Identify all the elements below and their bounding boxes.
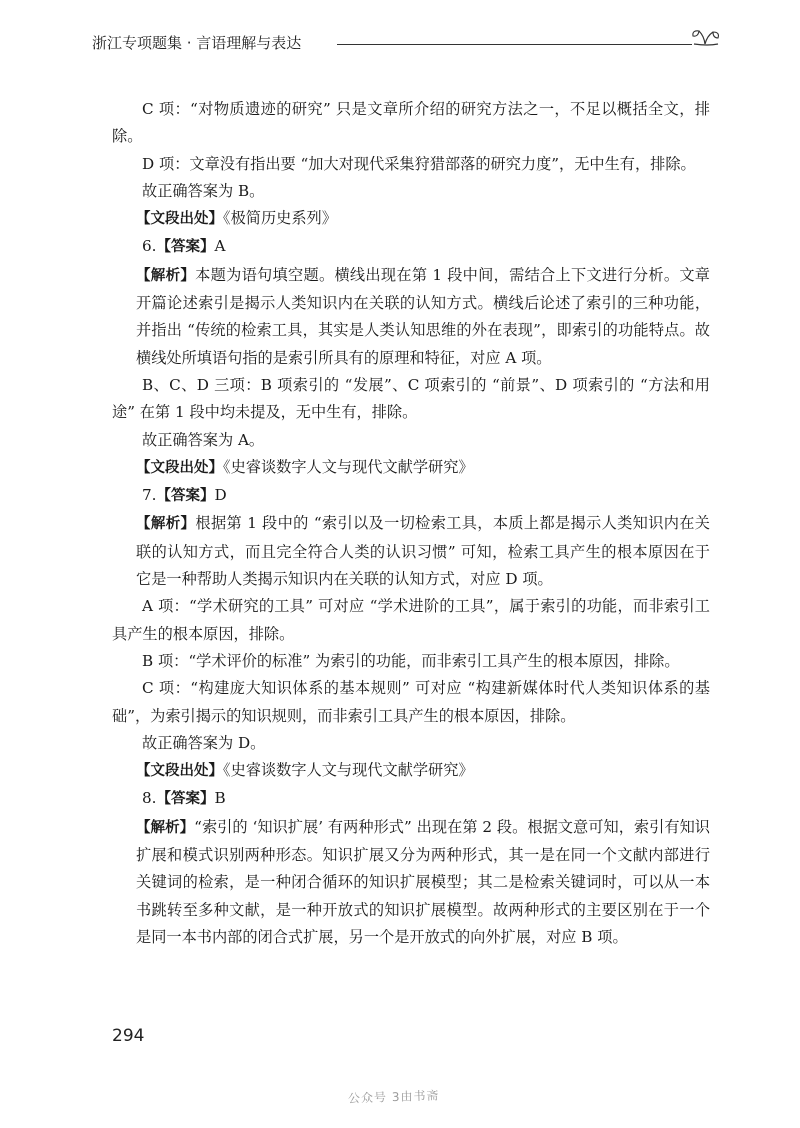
paragraph — [112, 233, 710, 261]
paragraph-text: 《史睿谈数字人文与现代文献学研究》 — [223, 457, 474, 476]
paragraph — [112, 675, 710, 730]
paragraph-text: 根据第 1 段中的 “索引以及一切检索工具，本质上都是揭示人类知识内在关联的认知方式，而且完全符合人类的认识习惯” 可知，检索工具产生的根本原因在于它是一种帮助人类揭示知识内在关联的认知方式，对应 D 项。 — [136, 514, 710, 589]
page-number: 294 — [112, 1026, 145, 1046]
paragraph — [112, 510, 710, 593]
paragraph — [112, 262, 710, 372]
paragraph-text: 故正确答案为 A。 — [142, 430, 265, 449]
paragraph — [112, 482, 710, 510]
paragraph-text: A — [214, 237, 226, 256]
paragraph — [112, 593, 710, 648]
section-label: 【文段出处】 — [136, 763, 223, 780]
answer-explanation-body — [112, 96, 710, 951]
paragraph — [112, 427, 710, 454]
header-rule — [337, 44, 692, 45]
paragraph — [112, 757, 710, 785]
paragraph-text: “索引的 ‘知识扩展’ 有两种形式” 出现在第 2 段。根据文意可知，索引有知识扩展和模式识别两种形态。知识扩展又分为两种形式，其一是在同一个文献内部进行关键词的检索，是一种闭合循环的知识扩展模型；其二是检索关键词时，可以从一本书跳转至多种文献，是一种开放式的知识扩展模型。故两种形式的主要区别在于一个是同一本书内部的闭合式扩展，另一个是开放式的向外扩展，对应 B 项。 — [136, 817, 710, 946]
paragraph — [112, 372, 710, 427]
paragraph — [112, 785, 710, 813]
section-label: 【答案】 — [156, 488, 215, 505]
paragraph-text: D — [214, 486, 227, 505]
paragraph-text: 《史睿谈数字人文与现代文献学研究》 — [223, 761, 474, 780]
paragraph — [112, 178, 710, 205]
paragraph — [112, 454, 710, 482]
paragraph-text: B — [214, 789, 226, 808]
running-header — [92, 24, 722, 60]
question-number: 7. — [142, 486, 157, 505]
paragraph-text: 故正确答案为 D。 — [142, 733, 266, 752]
question-number: 6. — [142, 237, 157, 256]
paragraph-text: C 项：“对物质遗迹的研究” 只是文章所介绍的研究方法之一，不足以概括全文，排除。 — [112, 100, 710, 146]
paragraph-text: 故正确答案为 B。 — [142, 181, 265, 200]
section-label: 【答案】 — [156, 791, 215, 808]
header-title: 浙江专项题集 · 言语理解与表达 — [92, 34, 302, 52]
sprout-icon — [688, 24, 722, 58]
paragraph-text: B、C、D 三项：B 项索引的 “发展”、C 项索引的 “前景”、D 项索引的 “方法和用途” 在第 1 段中均未提及，无中生有，排除。 — [112, 375, 710, 422]
section-label: 【解析】 — [136, 267, 196, 284]
section-label: 【答案】 — [156, 239, 215, 256]
paragraph — [112, 96, 710, 151]
paragraph — [112, 648, 710, 675]
paragraph-text: 本题为语句填空题。横线出现在第 1 段中间，需结合上下文进行分析。文章开篇论述索引是揭示人类知识内在关联的认知方式。横线后论述了索引的三种功能，并指出 “传统的检索工具，其实是人类认知思维的外在表现”，即索引的功能特点。故横线处所填语句指的是索引所具有的原理和特征，对应 A 项。 — [136, 265, 710, 367]
paragraph-text: B 项：“学术评价的标准” 为索引的功能，而非索引工具产生的根本原因，排除。 — [142, 651, 680, 670]
paragraph-text: C 项：“构建庞大知识体系的基本规则” 可对应 “构建新媒体时代人类知识体系的基础”，为索引揭示的知识规则，而非索引工具产生的根本原因，排除。 — [112, 679, 710, 725]
paragraph-text: D 项：文章没有指出要 “加大对现代采集狩猎部落的研究力度”，无中生有，排除。 — [142, 154, 696, 173]
section-label: 【文段出处】 — [136, 459, 223, 476]
paragraph — [112, 151, 710, 178]
section-label: 【解析】 — [136, 819, 195, 836]
paragraph-text: A 项：“学术研究的工具” 可对应 “学术进阶的工具”，属于索引的功能，而非索引工具产生的根本原因，排除。 — [112, 597, 710, 643]
paragraph — [112, 730, 710, 757]
watermark: 公众号 3由书斋 — [347, 1088, 440, 1106]
paragraph — [112, 205, 710, 233]
paragraph — [112, 814, 710, 951]
question-number: 8. — [142, 789, 157, 808]
section-label: 【文段出处】 — [136, 211, 223, 228]
section-label: 【解析】 — [136, 516, 196, 533]
paragraph-text: 《极简历史系列》 — [223, 209, 337, 228]
